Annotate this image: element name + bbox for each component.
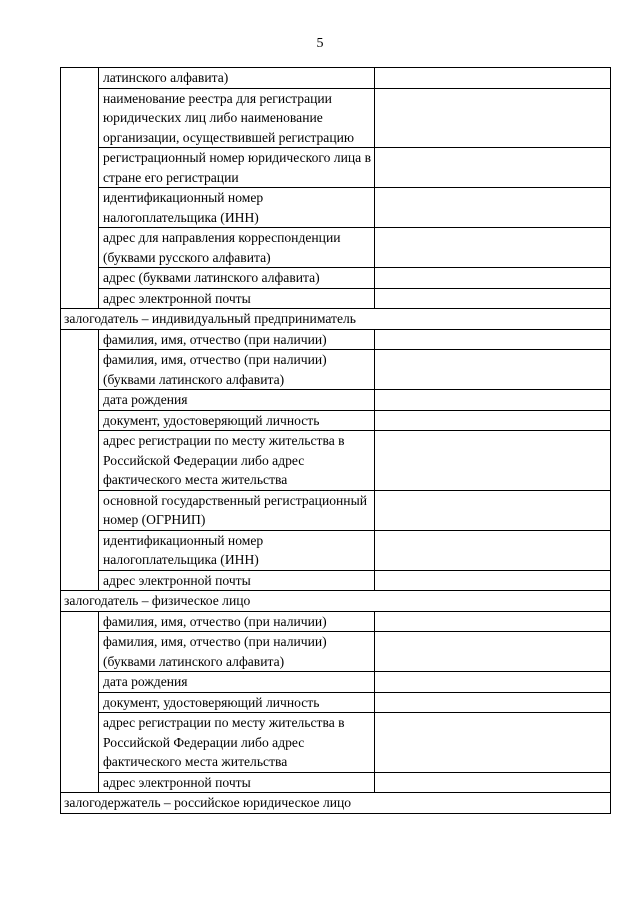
field-label: дата рождения: [99, 390, 375, 411]
field-value-cell[interactable]: [375, 611, 611, 632]
field-label: адрес (буквами латинского алфавита): [99, 268, 375, 289]
table-row: [61, 692, 611, 713]
field-label: фамилия, имя, отчество (при наличии): [99, 329, 375, 350]
field-value-cell[interactable]: [375, 188, 611, 228]
table-row: [61, 530, 611, 570]
table-row: [61, 390, 611, 411]
table-row: [61, 329, 611, 350]
field-label: адрес регистрации по месту жительства в Российской Федерации либо адрес фактического места жительства: [99, 431, 375, 491]
table-row: [61, 611, 611, 632]
section-title: залогодатель – физическое лицо: [61, 591, 611, 612]
field-label: фамилия, имя, отчество (при наличии) (буквами латинского алфавита): [99, 350, 375, 390]
section-header-row: [61, 793, 611, 814]
field-label: документ, удостоверяющий личность: [99, 410, 375, 431]
table-row: [61, 490, 611, 530]
table-row: [61, 228, 611, 268]
pledge-form-table: [60, 67, 611, 814]
field-value-cell[interactable]: [375, 68, 611, 89]
field-label: адрес электронной почты: [99, 772, 375, 793]
field-value-cell[interactable]: [375, 228, 611, 268]
indent-cell: [61, 68, 99, 309]
table-row: [61, 68, 611, 89]
field-label: документ, удостоверяющий личность: [99, 692, 375, 713]
field-label: адрес электронной почты: [99, 570, 375, 591]
section-title: залогодержатель – российское юридическое лицо: [61, 793, 611, 814]
field-label: регистрационный номер юридического лица в стране его регистрации: [99, 148, 375, 188]
table-row: [61, 188, 611, 228]
section-header-row: [61, 591, 611, 612]
field-label: идентификационный номер налогоплательщика (ИНН): [99, 530, 375, 570]
field-value-cell[interactable]: [375, 530, 611, 570]
field-value-cell[interactable]: [375, 490, 611, 530]
table-row: [61, 288, 611, 309]
field-value-cell[interactable]: [375, 570, 611, 591]
field-label: латинского алфавита): [99, 68, 375, 89]
field-value-cell[interactable]: [375, 268, 611, 289]
table-row: [61, 772, 611, 793]
page-number: 5: [316, 36, 324, 51]
table-row: [61, 632, 611, 672]
table-row: [61, 570, 611, 591]
indent-cell: [61, 611, 99, 793]
field-label: адрес для направления корреспонденции (буквами русского алфавита): [99, 228, 375, 268]
field-value-cell[interactable]: [375, 329, 611, 350]
field-label: дата рождения: [99, 672, 375, 693]
field-label: фамилия, имя, отчество (при наличии) (буквами латинского алфавита): [99, 632, 375, 672]
field-value-cell[interactable]: [375, 88, 611, 148]
field-label: фамилия, имя, отчество (при наличии): [99, 611, 375, 632]
table-row: [61, 410, 611, 431]
table-row: [61, 148, 611, 188]
section-header-row: [61, 309, 611, 330]
section-title: залогодатель – индивидуальный предприниматель: [61, 309, 611, 330]
field-value-cell[interactable]: [375, 390, 611, 411]
indent-cell: [61, 329, 99, 591]
table-row: [61, 713, 611, 773]
field-value-cell[interactable]: [375, 350, 611, 390]
field-value-cell[interactable]: [375, 772, 611, 793]
field-value-cell[interactable]: [375, 410, 611, 431]
field-value-cell[interactable]: [375, 672, 611, 693]
table-row: [61, 431, 611, 491]
field-value-cell[interactable]: [375, 431, 611, 491]
field-label: идентификационный номер налогоплательщика (ИНН): [99, 188, 375, 228]
field-value-cell[interactable]: [375, 148, 611, 188]
field-label: адрес регистрации по месту жительства в Российской Федерации либо адрес фактического места жительства: [99, 713, 375, 773]
table-row: [61, 268, 611, 289]
field-value-cell[interactable]: [375, 288, 611, 309]
table-row: [61, 672, 611, 693]
table-row: [61, 88, 611, 148]
field-label: адрес электронной почты: [99, 288, 375, 309]
table-row: [61, 350, 611, 390]
field-label: наименование реестра для регистрации юридических лиц либо наименование организации, осуществившей регистрацию: [99, 88, 375, 148]
field-value-cell[interactable]: [375, 692, 611, 713]
field-label: основной государственный регистрационный номер (ОГРНИП): [99, 490, 375, 530]
field-value-cell[interactable]: [375, 632, 611, 672]
field-value-cell[interactable]: [375, 713, 611, 773]
